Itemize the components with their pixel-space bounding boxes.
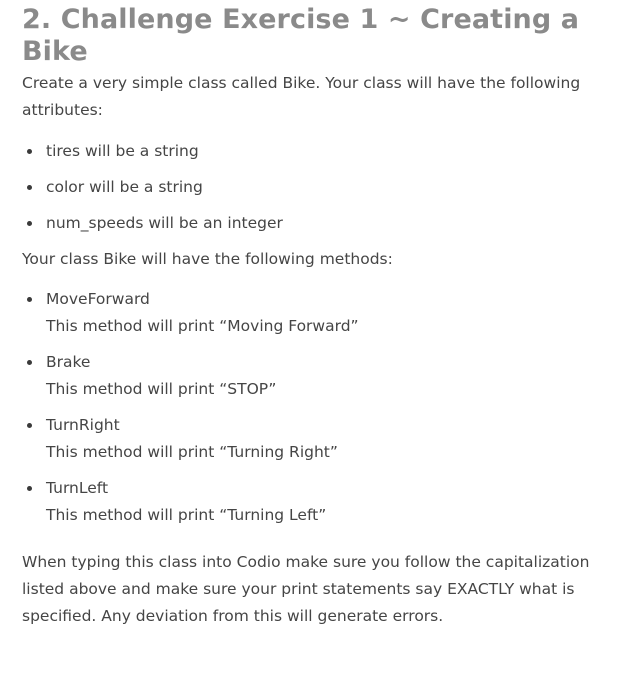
page-title: 2. Challenge Exercise 1 ~ Creating a Bike <box>22 4 580 67</box>
attributes-list <box>22 138 613 237</box>
method-description: This method will print “Moving Forward” <box>46 317 359 335</box>
intro-paragraph: Create a very simple class called Bike. Your class will have the following attributes: <box>22 74 581 119</box>
method-name: TurnLeft <box>46 479 109 497</box>
attribute-text: color will be a string <box>46 178 203 196</box>
list-item <box>22 210 613 237</box>
bullet-icon <box>27 297 32 302</box>
bullet-icon <box>27 423 32 428</box>
list-item <box>22 138 613 165</box>
attribute-text: num_speeds will be an integer <box>46 214 283 232</box>
closing-paragraph: When typing this class into Codio make sure you follow the capitalization listed above and make sure your print statements say EXACTLY what is specified. Any deviation from this will generate errors. <box>22 553 590 625</box>
bullet-icon <box>27 149 32 154</box>
methods-intro-paragraph: Your class Bike will have the following methods: <box>22 250 393 268</box>
list-item <box>22 475 613 529</box>
method-description: This method will print “Turning Right” <box>46 443 338 461</box>
list-item <box>22 174 613 201</box>
list-item <box>22 349 613 403</box>
bullet-icon <box>27 221 32 226</box>
method-description: This method will print “STOP” <box>46 380 277 398</box>
method-name: MoveForward <box>46 290 150 308</box>
bullet-icon <box>27 360 32 365</box>
method-name: Brake <box>46 353 91 371</box>
method-name: TurnRight <box>46 416 120 434</box>
attribute-text: tires will be a string <box>46 142 199 160</box>
list-item <box>22 412 613 466</box>
method-description: This method will print “Turning Left” <box>46 506 327 524</box>
methods-list <box>22 286 613 529</box>
bullet-icon <box>27 185 32 190</box>
bullet-icon <box>27 486 32 491</box>
list-item <box>22 286 613 340</box>
